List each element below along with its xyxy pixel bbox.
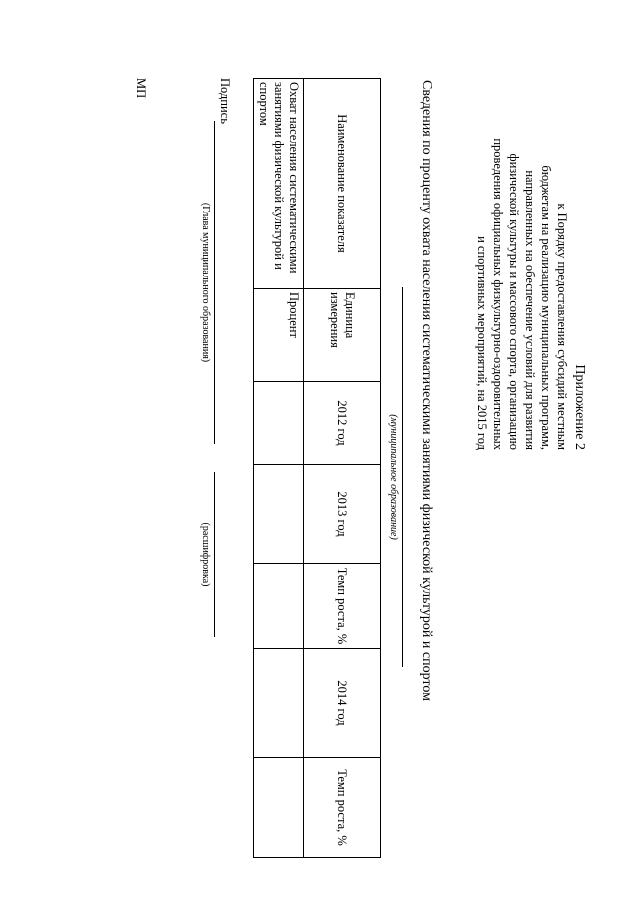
table-row — [254, 79, 304, 858]
header-growth-rate: Темп роста, % — [304, 564, 381, 649]
cell-year-2014[interactable] — [254, 649, 304, 758]
cell-year-2013[interactable] — [254, 465, 304, 564]
cell-growth-rate[interactable] — [254, 564, 304, 649]
cell-year-2012[interactable] — [254, 382, 304, 465]
header-growth-rate: Темп роста, % — [304, 758, 381, 858]
signature-decode-line — [214, 472, 215, 637]
appendix-title: Приложение 2 — [572, 364, 587, 450]
cell-unit: Процент — [254, 289, 304, 382]
cell-growth-rate[interactable] — [254, 758, 304, 858]
signature-head-caption: (Глава муниципального образования) — [200, 202, 211, 363]
signature-decode-caption: (расшифровка) — [200, 522, 211, 587]
header-year-2013: 2013 год — [304, 465, 381, 564]
municipality-fill-line — [402, 287, 403, 667]
header-indicator-name: Наименование показателя — [304, 79, 381, 289]
report-title: Сведения по проценту охвата населения систематическими занятиями физической культурой и спортом — [419, 80, 434, 701]
stamp-mark: МП — [134, 78, 148, 99]
appendix-line: и спортивных мероприятий, на 2015 год — [475, 236, 489, 450]
signature-label: Подпись — [218, 78, 232, 124]
header-year-2012: 2012 год — [304, 382, 381, 465]
header-unit: Единица измерения — [304, 289, 381, 382]
indicator-table — [253, 78, 381, 858]
signature-line — [214, 121, 215, 444]
appendix-line: проведения официальных физкультурно-оздоровительных — [491, 138, 505, 450]
appendix-line: физической культуры и массового спорта, организацию — [507, 153, 521, 450]
table-header-row — [304, 79, 381, 858]
appendix-line: бюджетам на реализацию муниципальных программ, — [539, 165, 553, 450]
cell-indicator: Охват населения систематическими занятиями физической культурой и спортом — [254, 79, 304, 289]
header-year-2014: 2014 год — [304, 649, 381, 758]
appendix-line: направленных на обеспечение условий для развития — [523, 170, 537, 450]
appendix-line: к Порядку предоставления субсидий местным — [555, 203, 569, 450]
appendix-block — [474, 10, 588, 450]
municipality-caption: (муниципальное образование) — [388, 414, 399, 540]
